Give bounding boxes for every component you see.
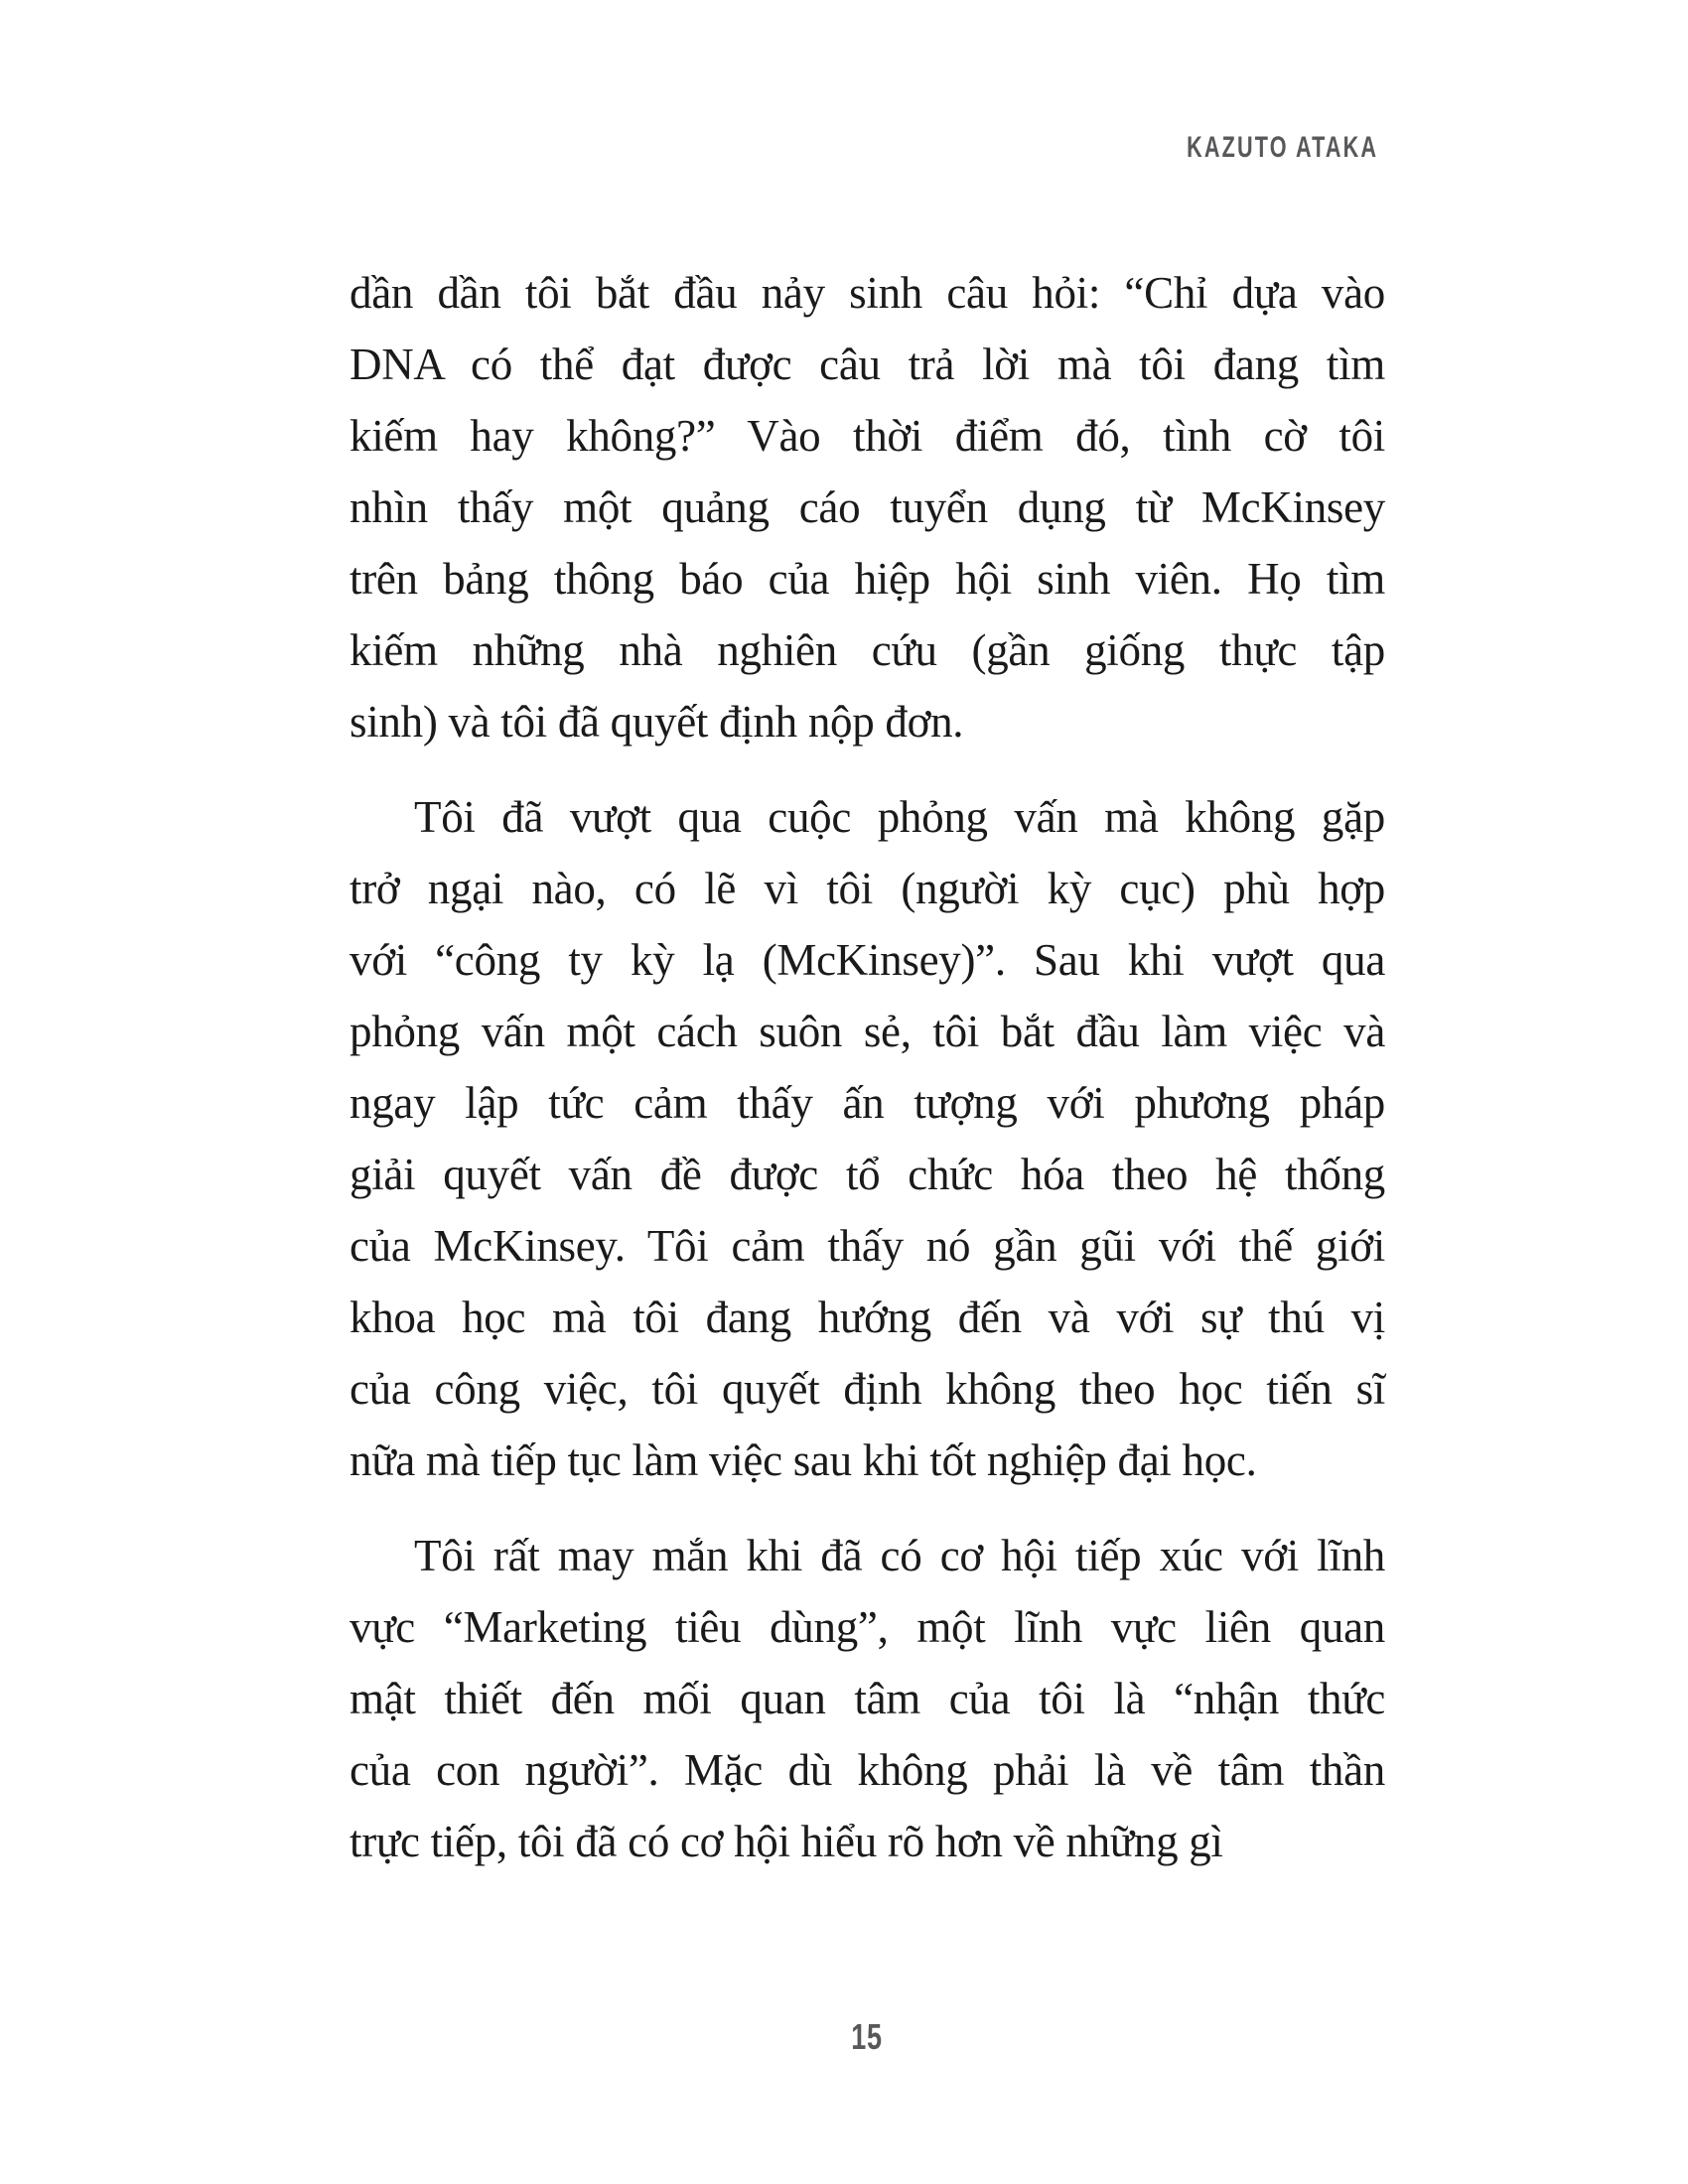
- text-line: của con người”. Mặc dù không phải là về tâm thần: [350, 1745, 1385, 1795]
- page-number: 15: [851, 2016, 884, 2057]
- text-line: của công việc, tôi quyết định không theo học tiến sĩ: [350, 1364, 1385, 1414]
- paragraph: [350, 257, 1385, 757]
- text-line: DNA có thể đạt được câu trả lời mà tôi đang tìm: [350, 340, 1385, 389]
- text-line: dần dần tôi bắt đầu nảy sinh câu hỏi: “Chỉ dựa vào: [350, 268, 1385, 318]
- text-line: Tôi đã vượt qua cuộc phỏng vấn mà không gặp: [414, 792, 1385, 842]
- text-line: kiếm những nhà nghiên cứu (gần giống thực tập: [350, 625, 1385, 675]
- text-line: ngay lập tức cảm thấy ấn tượng với phương pháp: [350, 1078, 1385, 1128]
- text-line: vực “Marketing tiêu dùng”, một lĩnh vực liên quan: [350, 1602, 1385, 1652]
- text-line: mật thiết đến mối quan tâm của tôi là “nhận thức: [350, 1674, 1385, 1723]
- text-line: trực tiếp, tôi đã có cơ hội hiểu rõ hơn về những gì: [350, 1817, 1223, 1866]
- text-line: kiếm hay không?” Vào thời điểm đó, tình cờ tôi: [350, 411, 1385, 461]
- paragraph: [350, 781, 1385, 1496]
- text-line: nữa mà tiếp tục làm việc sau khi tốt nghiệp đại học.: [350, 1435, 1257, 1485]
- text-line: phỏng vấn một cách suôn sẻ, tôi bắt đầu làm việc và: [350, 1007, 1385, 1056]
- running-header: KAZUTO ATAKA: [1186, 131, 1378, 164]
- text-line: của McKinsey. Tôi cảm thấy nó gần gũi với thế giới: [350, 1221, 1385, 1271]
- text-line: Tôi rất may mắn khi đã có cơ hội tiếp xúc với lĩnh: [414, 1531, 1385, 1580]
- text-line: sinh) và tôi đã quyết định nộp đơn.: [350, 697, 964, 747]
- text-line: trở ngại nào, có lẽ vì tôi (người kỳ cục) phù hợp: [350, 864, 1385, 913]
- body-text: [350, 257, 1385, 1877]
- text-line: khoa học mà tôi đang hướng đến và với sự thú vị: [350, 1293, 1385, 1342]
- text-line: nhìn thấy một quảng cáo tuyển dụng từ McKinsey: [350, 482, 1385, 532]
- paragraph: [350, 1520, 1385, 1877]
- text-line: với “công ty kỳ lạ (McKinsey)”. Sau khi vượt qua: [350, 935, 1385, 985]
- page-footer: [350, 2016, 1385, 2057]
- text-line: giải quyết vấn đề được tổ chức hóa theo hệ thống: [350, 1150, 1385, 1199]
- text-line: trên bảng thông báo của hiệp hội sinh viên. Họ tìm: [350, 554, 1385, 604]
